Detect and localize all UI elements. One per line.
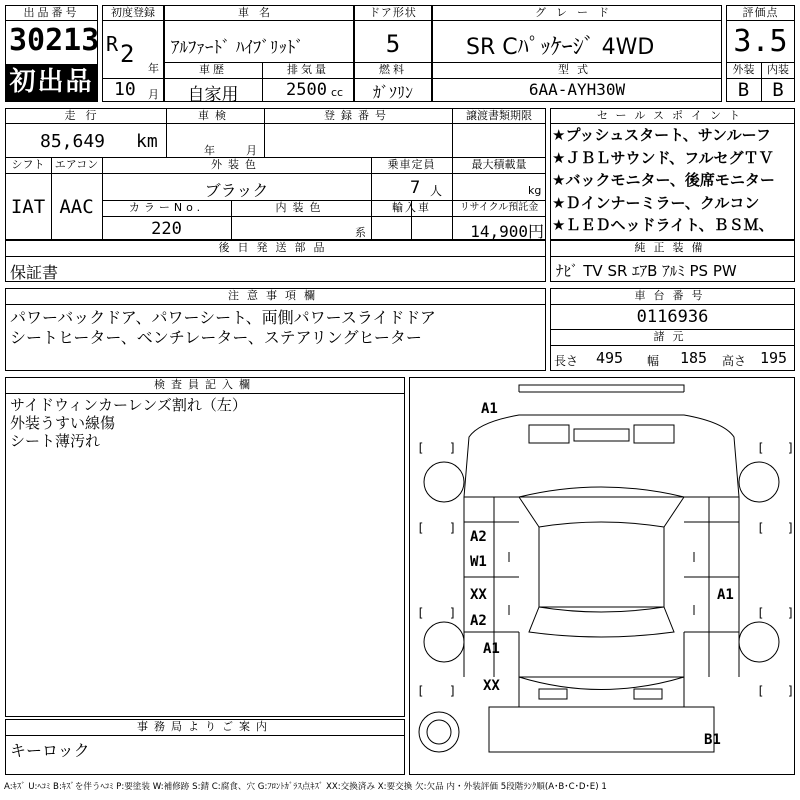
later-parts-value: 保証書 xyxy=(10,263,59,282)
recycle-fee: 14,900円 xyxy=(470,222,544,241)
capacity: 7 xyxy=(410,178,421,198)
notes-label: 注意事項欄 xyxy=(228,289,323,302)
later-parts-label: 後日発送部品 xyxy=(218,241,333,254)
notes-line: パワーバックドア、パワーシート、両側パワースライドドア xyxy=(10,308,436,327)
equipment-value: ﾅﾋﾞ TV SR ｴｱB ｱﾙﾐ PS PW xyxy=(556,262,737,280)
svg-text:]: ] xyxy=(449,684,457,698)
import-label: 輸入車 xyxy=(392,201,431,214)
history-label: 車歴 xyxy=(199,63,227,76)
fuel: ｶﾞｿﾘﾝ xyxy=(372,83,413,102)
load-label: 最大積載量 xyxy=(471,158,527,171)
color-label: 外装色 xyxy=(211,158,262,171)
color-number: 220 xyxy=(151,219,182,239)
damage-code: A2 xyxy=(470,529,487,545)
plate-label: 登録番号 xyxy=(324,109,392,122)
sales-point: ★ＬＥＤヘッドライト、ＢＳＭ、 xyxy=(552,216,774,234)
mileage-label: 走行 xyxy=(64,109,107,122)
svg-text:]: ] xyxy=(449,521,457,535)
svg-text:]: ] xyxy=(787,521,795,535)
damage-code: A1 xyxy=(483,641,500,657)
score-value: 3.5 xyxy=(733,24,788,59)
lot-label: 出品番号 xyxy=(23,6,80,19)
recycle-label: リサイクル預託金 xyxy=(459,202,539,213)
svg-text:]: ] xyxy=(449,441,457,455)
legend: A:ｷｽﾞ U:ﾍｺﾐ B:ｷｽﾞを伴うﾍｺﾐ P:要塗装 W:補修跡 S:錆 C:腐食、穴 G:ﾌﾛﾝﾄｶﾞﾗｽ点ｷｽﾞ XX:交換済み X:要交換 欠:欠品 内・外装評価 5段階ﾗﾝｸ順(A･B･C･D･E) 1 xyxy=(4,782,607,792)
interior-label: 内装 xyxy=(767,63,789,76)
door-count: 5 xyxy=(385,30,401,58)
svg-text:[: [ xyxy=(757,606,765,620)
air-conditioner: AAC xyxy=(59,196,94,218)
svg-text:]: ] xyxy=(787,606,795,620)
shift: IAT xyxy=(10,196,46,218)
interior-grade: B xyxy=(772,79,784,101)
svg-text:[: [ xyxy=(417,521,425,535)
era: R xyxy=(106,32,119,56)
chassis-number: 0116936 xyxy=(636,307,709,327)
damage-code: A2 xyxy=(470,613,487,629)
damage-code: XX xyxy=(483,678,500,694)
exterior-grade: B xyxy=(737,79,750,101)
damage-code: A1 xyxy=(481,401,498,417)
inspection-month-unit: 月 xyxy=(246,144,257,157)
notes-line: シートヒーター、ベンチレーター、ステアリングヒーター xyxy=(10,328,422,347)
svg-text:[: [ xyxy=(757,441,765,455)
svg-text:]: ] xyxy=(449,606,457,620)
svg-text:[: [ xyxy=(417,441,425,455)
equipment-label: 純正装備 xyxy=(634,241,711,254)
car-condition-diagram xyxy=(409,377,795,775)
damage-code: A1 xyxy=(717,587,734,603)
svg-text:[: [ xyxy=(417,684,425,698)
svg-text:]: ] xyxy=(787,684,795,698)
office-value: キーロック xyxy=(10,741,90,760)
mileage: 85,649 xyxy=(40,131,106,152)
inspector-line: 外装うすい線傷 xyxy=(10,414,116,432)
svg-text:]: ] xyxy=(787,441,795,455)
sales-point: ★プッシュスタート、サンルーフ xyxy=(552,126,771,144)
displacement: 2500 xyxy=(286,80,327,100)
inspector-line: サイドウィンカーレンズ割れ（左） xyxy=(10,396,247,414)
year-unit: 年 xyxy=(148,62,159,75)
model-code: 6AA-AYH30W xyxy=(528,80,626,99)
damage-code: XX xyxy=(470,587,487,603)
inspection-label: 車検 xyxy=(198,109,232,122)
sales-point: ★バックモニター、後席モニター xyxy=(552,171,775,189)
capacity-label: 乗車定員 xyxy=(387,158,436,171)
width: 185 xyxy=(680,349,708,367)
exterior-label: 外装 xyxy=(732,63,755,76)
grade-label: グレード xyxy=(535,6,619,19)
score-label: 評価点 xyxy=(742,6,779,19)
svg-text:[: [ xyxy=(757,521,765,535)
sales-points-label: セールスポイント xyxy=(596,109,748,122)
first-listing-badge: 初出品 xyxy=(6,64,97,101)
inspector-line: シート薄汚れ xyxy=(10,432,101,450)
model-label: 型式 xyxy=(558,63,596,76)
reg-month: 10 xyxy=(114,79,136,100)
interior-color-label: 内装色 xyxy=(275,201,327,214)
exterior-color: ブラック xyxy=(204,181,269,200)
sales-point: ★ＪＢＬサウンド、フルセグＴＶ xyxy=(552,148,774,167)
svg-text:[: [ xyxy=(757,684,765,698)
era-year: 2 xyxy=(120,40,135,68)
load-unit: kg xyxy=(528,184,542,197)
sales-point: ★Ｄインナーミラー、クルコン xyxy=(552,193,760,212)
sales-points-list xyxy=(552,124,794,239)
damage-code: B1 xyxy=(704,732,721,748)
dimensions-label: 諸元 xyxy=(653,330,692,343)
displacement-unit: cc xyxy=(331,86,344,99)
interior-color-unit: 系 xyxy=(355,226,366,239)
height: 195 xyxy=(760,349,788,367)
color-number-label: カラーNo. xyxy=(128,201,205,214)
car-name: ｱﾙﾌｧｰﾄﾞ ﾊｲﾌﾞﾘｯﾄﾞ xyxy=(171,38,304,58)
mileage-unit: km xyxy=(136,131,158,152)
length: 495 xyxy=(596,349,624,367)
displacement-label: 排気量 xyxy=(287,63,329,76)
grade: SR Cﾊﾟｯｹｰｼﾞ 4WD xyxy=(466,35,655,60)
shift-label: シフト xyxy=(11,158,45,171)
door-label: ドア形状 xyxy=(369,6,417,19)
width-label: 幅 xyxy=(647,354,660,368)
transfer-label: 譲渡書類期限 xyxy=(466,109,532,122)
capacity-unit: 人 xyxy=(430,184,443,198)
chassis-label: 車台番号 xyxy=(634,289,711,302)
history: 自家用 xyxy=(187,85,239,105)
svg-text:[: [ xyxy=(417,606,425,620)
registration-label: 初度登録 xyxy=(111,6,155,19)
height-label: 高さ xyxy=(722,354,747,368)
ac-label: エアコン xyxy=(54,158,99,171)
lot-number: 30213 xyxy=(9,23,100,58)
fuel-label: 燃料 xyxy=(379,63,407,76)
office-label: 事務局よりご案内 xyxy=(137,720,273,733)
month-unit: 月 xyxy=(148,88,159,101)
car-name-label: 車名 xyxy=(238,6,280,19)
length-label: 長さ xyxy=(554,354,579,368)
damage-code: W1 xyxy=(470,554,487,570)
inspection-year-unit: 年 xyxy=(204,144,215,157)
inspector-label: 検査員記入欄 xyxy=(154,378,256,391)
